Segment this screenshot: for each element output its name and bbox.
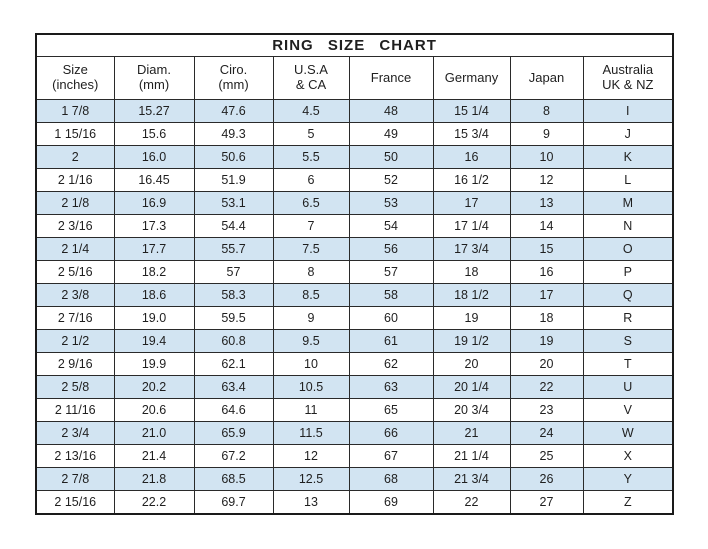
cell-usa-ca: 10.5 [273,376,349,399]
cell-size-inches: 2 1/8 [36,192,114,215]
cell-japan: 25 [510,445,583,468]
cell-ciro-mm: 59.5 [194,307,273,330]
column-header-australia-uk-nz: Australia UK & NZ [583,57,673,100]
table-row [36,376,673,399]
cell-france: 53 [349,192,433,215]
cell-usa-ca: 8 [273,261,349,284]
cell-usa-ca: 6.5 [273,192,349,215]
cell-diam-mm: 20.2 [114,376,194,399]
cell-germany: 18 1/2 [433,284,510,307]
cell-ciro-mm: 58.3 [194,284,273,307]
ring-size-table [35,33,674,515]
cell-ciro-mm: 63.4 [194,376,273,399]
cell-size-inches: 2 5/8 [36,376,114,399]
cell-diam-mm: 16.45 [114,169,194,192]
cell-ciro-mm: 69.7 [194,491,273,515]
cell-australia-uk-nz: Q [583,284,673,307]
cell-usa-ca: 11.5 [273,422,349,445]
cell-germany: 20 3/4 [433,399,510,422]
cell-size-inches: 2 15/16 [36,491,114,515]
cell-australia-uk-nz: N [583,215,673,238]
cell-usa-ca: 13 [273,491,349,515]
cell-germany: 17 1/4 [433,215,510,238]
cell-germany: 20 1/4 [433,376,510,399]
cell-size-inches: 1 7/8 [36,100,114,123]
cell-diam-mm: 19.9 [114,353,194,376]
cell-ciro-mm: 49.3 [194,123,273,146]
cell-france: 67 [349,445,433,468]
cell-germany: 20 [433,353,510,376]
cell-size-inches: 2 3/16 [36,215,114,238]
table-row [36,169,673,192]
table-row [36,215,673,238]
table-row [36,399,673,422]
table-row [36,284,673,307]
cell-germany: 15 3/4 [433,123,510,146]
cell-japan: 8 [510,100,583,123]
cell-size-inches: 2 7/8 [36,468,114,491]
table-row [36,353,673,376]
cell-australia-uk-nz: J [583,123,673,146]
cell-france: 57 [349,261,433,284]
cell-ciro-mm: 67.2 [194,445,273,468]
cell-australia-uk-nz: P [583,261,673,284]
cell-australia-uk-nz: O [583,238,673,261]
ring-size-chart [35,33,672,515]
cell-usa-ca: 12.5 [273,468,349,491]
table-row [36,468,673,491]
cell-australia-uk-nz: Y [583,468,673,491]
cell-germany: 21 3/4 [433,468,510,491]
cell-france: 54 [349,215,433,238]
title-row [36,34,673,57]
cell-japan: 18 [510,307,583,330]
table-row [36,445,673,468]
cell-japan: 10 [510,146,583,169]
cell-diam-mm: 19.0 [114,307,194,330]
cell-germany: 19 [433,307,510,330]
cell-size-inches: 2 13/16 [36,445,114,468]
cell-germany: 19 1/2 [433,330,510,353]
cell-germany: 21 [433,422,510,445]
cell-usa-ca: 9 [273,307,349,330]
cell-france: 50 [349,146,433,169]
cell-ciro-mm: 60.8 [194,330,273,353]
cell-diam-mm: 22.2 [114,491,194,515]
cell-france: 63 [349,376,433,399]
cell-size-inches: 2 [36,146,114,169]
column-header-size-inches: Size (inches) [36,57,114,100]
table-row [36,100,673,123]
cell-usa-ca: 6 [273,169,349,192]
cell-japan: 9 [510,123,583,146]
cell-germany: 18 [433,261,510,284]
cell-ciro-mm: 57 [194,261,273,284]
cell-germany: 17 [433,192,510,215]
table-row [36,123,673,146]
column-header-ciro-mm: Ciro. (mm) [194,57,273,100]
chart-title: RING SIZE CHART [36,34,673,57]
cell-ciro-mm: 54.4 [194,215,273,238]
cell-size-inches: 2 1/2 [36,330,114,353]
table-row [36,192,673,215]
cell-germany: 16 1/2 [433,169,510,192]
cell-ciro-mm: 50.6 [194,146,273,169]
table-row [36,491,673,515]
cell-australia-uk-nz: X [583,445,673,468]
cell-japan: 27 [510,491,583,515]
cell-france: 61 [349,330,433,353]
cell-japan: 14 [510,215,583,238]
cell-france: 65 [349,399,433,422]
cell-australia-uk-nz: W [583,422,673,445]
cell-diam-mm: 17.3 [114,215,194,238]
cell-france: 62 [349,353,433,376]
cell-size-inches: 2 1/4 [36,238,114,261]
cell-japan: 23 [510,399,583,422]
cell-ciro-mm: 64.6 [194,399,273,422]
cell-ciro-mm: 55.7 [194,238,273,261]
cell-size-inches: 2 3/4 [36,422,114,445]
cell-germany: 22 [433,491,510,515]
cell-diam-mm: 18.6 [114,284,194,307]
cell-usa-ca: 5.5 [273,146,349,169]
cell-japan: 12 [510,169,583,192]
cell-usa-ca: 9.5 [273,330,349,353]
cell-australia-uk-nz: V [583,399,673,422]
cell-france: 52 [349,169,433,192]
cell-france: 58 [349,284,433,307]
cell-usa-ca: 7.5 [273,238,349,261]
cell-australia-uk-nz: U [583,376,673,399]
cell-france: 48 [349,100,433,123]
cell-size-inches: 2 9/16 [36,353,114,376]
cell-ciro-mm: 53.1 [194,192,273,215]
cell-france: 56 [349,238,433,261]
cell-size-inches: 1 15/16 [36,123,114,146]
cell-diam-mm: 21.0 [114,422,194,445]
cell-japan: 13 [510,192,583,215]
cell-australia-uk-nz: Z [583,491,673,515]
column-header-france: France [349,57,433,100]
cell-japan: 17 [510,284,583,307]
cell-ciro-mm: 47.6 [194,100,273,123]
cell-diam-mm: 20.6 [114,399,194,422]
cell-ciro-mm: 65.9 [194,422,273,445]
cell-usa-ca: 7 [273,215,349,238]
column-header-diam-mm: Diam. (mm) [114,57,194,100]
cell-ciro-mm: 62.1 [194,353,273,376]
cell-australia-uk-nz: R [583,307,673,330]
cell-diam-mm: 19.4 [114,330,194,353]
cell-japan: 22 [510,376,583,399]
cell-usa-ca: 10 [273,353,349,376]
cell-japan: 19 [510,330,583,353]
cell-france: 66 [349,422,433,445]
cell-usa-ca: 12 [273,445,349,468]
cell-usa-ca: 5 [273,123,349,146]
cell-australia-uk-nz: K [583,146,673,169]
column-header-japan: Japan [510,57,583,100]
cell-size-inches: 2 5/16 [36,261,114,284]
table-row [36,422,673,445]
cell-size-inches: 2 1/16 [36,169,114,192]
cell-france: 68 [349,468,433,491]
cell-diam-mm: 21.8 [114,468,194,491]
cell-japan: 16 [510,261,583,284]
table-row [36,238,673,261]
cell-ciro-mm: 51.9 [194,169,273,192]
cell-australia-uk-nz: M [583,192,673,215]
cell-usa-ca: 11 [273,399,349,422]
cell-germany: 21 1/4 [433,445,510,468]
cell-diam-mm: 15.27 [114,100,194,123]
cell-australia-uk-nz: S [583,330,673,353]
table-row [36,330,673,353]
column-header-usa-ca: U.S.A & CA [273,57,349,100]
cell-diam-mm: 21.4 [114,445,194,468]
cell-usa-ca: 8.5 [273,284,349,307]
cell-australia-uk-nz: T [583,353,673,376]
cell-ciro-mm: 68.5 [194,468,273,491]
cell-australia-uk-nz: L [583,169,673,192]
cell-japan: 24 [510,422,583,445]
cell-diam-mm: 16.0 [114,146,194,169]
cell-france: 49 [349,123,433,146]
cell-diam-mm: 17.7 [114,238,194,261]
cell-japan: 26 [510,468,583,491]
cell-france: 69 [349,491,433,515]
cell-france: 60 [349,307,433,330]
column-header-germany: Germany [433,57,510,100]
cell-size-inches: 2 11/16 [36,399,114,422]
cell-diam-mm: 15.6 [114,123,194,146]
cell-japan: 20 [510,353,583,376]
table-row [36,146,673,169]
cell-germany: 16 [433,146,510,169]
column-header-row [36,57,673,100]
table-row [36,261,673,284]
cell-diam-mm: 16.9 [114,192,194,215]
cell-size-inches: 2 3/8 [36,284,114,307]
table-row [36,307,673,330]
cell-usa-ca: 4.5 [273,100,349,123]
cell-australia-uk-nz: I [583,100,673,123]
cell-germany: 15 1/4 [433,100,510,123]
cell-japan: 15 [510,238,583,261]
cell-size-inches: 2 7/16 [36,307,114,330]
cell-germany: 17 3/4 [433,238,510,261]
cell-diam-mm: 18.2 [114,261,194,284]
